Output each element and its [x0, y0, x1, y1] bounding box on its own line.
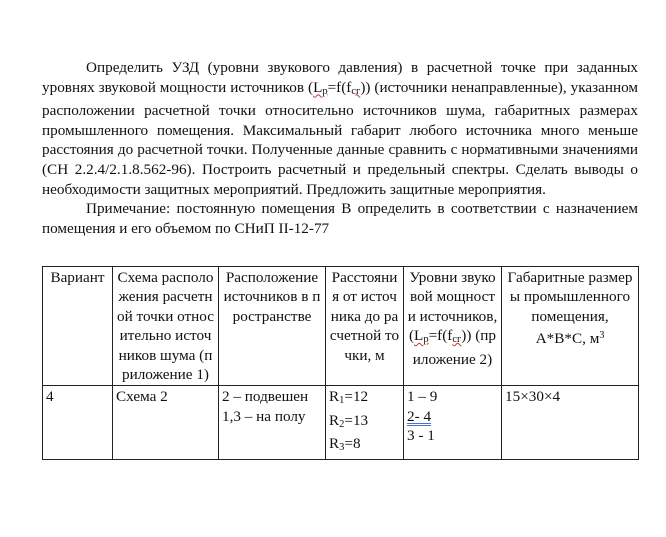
- cell-levels: 1 – 9 2- 4 3 - 1: [404, 386, 502, 459]
- cell-location: 2 – подвешен 1,3 – на полу: [219, 386, 326, 459]
- cell-dimensions: 15×30×4: [502, 386, 639, 459]
- task-paragraph: Определить УЗД (уровни звукового давления) в расчетной точке при заданных уровнях звуковой мощности источников (Lр=f(fсг)) (источники ненаправленные), указанном расположении расчетной точки относительно источников шума, габаритных размерах промышленного помещения. Максимальный габарит любого источника много меньше расстояния до расчетной точки. Полученные данные сравнить с нормативными значениями (СН 2.2.4/2.1.8.562-96). Построить расчетный и предельный спектры. Сделать выводы о необходимости защитных мероприятий. Предложить защитные мероприятия.: [42, 59, 638, 198]
- header-location: Расположение источников в пространстве: [219, 267, 326, 386]
- cell-variant: 4: [43, 386, 113, 459]
- document-body: [42, 58, 638, 238]
- table-row: [43, 386, 639, 459]
- table-header-row: [43, 267, 639, 386]
- task-text-part1: Определить УЗД (уровни звукового давления) в расчетной точке при заданных уровнях звуковой мощности источников (: [42, 59, 638, 96]
- header-variant: Вариант: [43, 267, 113, 386]
- header-dimensions: Габаритные размеры промышленного помещения, А*В*С, $м^3$: [502, 267, 639, 386]
- header-levels: Уровни звуковой мощности источников, (Lр=f(fсг)) (приложение 2): [404, 267, 502, 386]
- header-scheme: Схема расположения расчетной точки относительно источников шума (приложение 1): [113, 267, 219, 386]
- note-paragraph: Примечание: постоянную помещения В определить в соответствии с назначением помещения и его объемом по СНиП II-12-77: [42, 200, 638, 237]
- header-distance: Расстояния от источника до расчетной точки, м: [326, 267, 404, 386]
- cell-scheme: Схема 2: [113, 386, 219, 459]
- cell-distance: R1=12 R2=13 R3=8: [326, 386, 404, 459]
- sound-power-symbol: Lр: [313, 78, 328, 97]
- frequency-symbol: сг: [351, 85, 361, 97]
- task-text-part2: )) (источники ненаправленные), указанном расположении расчетной точки относительно источников шума, габаритных размерах промышленного помещения. Максимальный габарит любого источника много меньше расстояния до расчетной точки. Полученные данные сравнить с нормативными значениями (СН 2.2.4/2.1.8.562-96). Построить расчетный и предельный спектры. Сделать выводы о необходимости защитных мероприятий. Предложить защитные мероприятия.: [42, 78, 638, 198]
- variant-table: [42, 266, 639, 460]
